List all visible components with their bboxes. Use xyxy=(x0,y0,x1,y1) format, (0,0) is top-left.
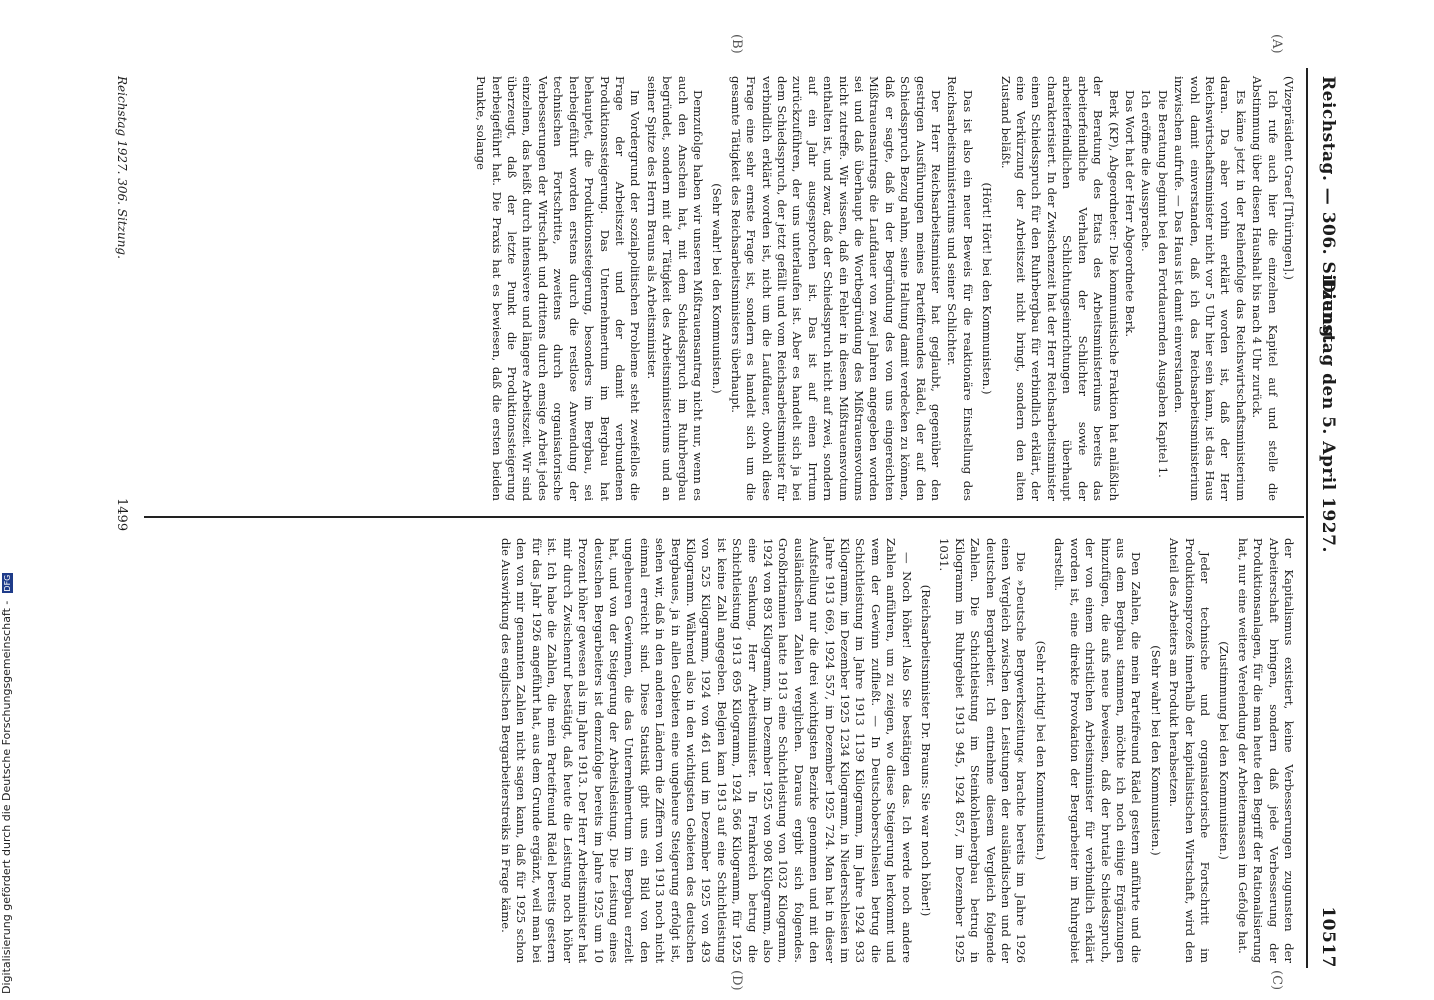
header-date: Dienstag den 5. April 1927. xyxy=(1318,278,1338,553)
paragraph: Das Wort hat der Herr Abgeordnete Berk. xyxy=(1122,90,1137,338)
header-rule xyxy=(1306,68,1308,968)
paragraph: Die Beratung beginnt bei den Fortdauernden Ausgaben Kapitel 1. xyxy=(1155,90,1170,478)
interjection: (Hört! Hört! bei den Kommunisten.) xyxy=(980,182,995,395)
paragraph: — Noch höher! Also Sie bestätigen das. Ich werde noch andere Zahlen anführen, um zu zeigen, wo diese Steigerung herkommt und wem der Gewinn zufließt. — In Deutschoberschlesien betrug die Schichtleistung im Jahre 1913 1139 Kilogramm, im Jahre 1924 933 Kilogramm, im Dezember 1925 1234 Kilogramm, in Niederschlesien im Jahre 1913 669, 1924 557, im Dezember 1925 724. Man hat in dieser Aufstellung nur die drei wichtigsten Bezirke genommen und mit den ausländischen Zahlen verglichen. Daraus ergibt sich folgendes. Großbritannien hatte 1913 eine Schichtleistung von 1032 Kilogramm, 1924 von 893 Kilogramm, im Dezember 1925 von 908 Kilogramm, also eine Senkung, Herr Arbeitsminister. In Frankreich betrug die Schichtleistung 1913 695 Kilogramm, 1924 566 Kilogramm, für 1925 ist keine Zahl angegeben. Belgien kam 1913 auf eine Schichtleistung von 525 Kilogramm, 1924 von 461 und im Dezember 1925 von 493 Kilogramm. Während also in den wichtigsten Gebieten des deutschen Bergbaues, ja in allen Gebieten eine ungeheure Steigerung erfolgt ist, sehen wir, daß in den anderen Ländern die Ziffern von 1913 noch nicht einmal erreicht sind. Diese Statistik gibt uns ein Bild von den ungeheuren Gewinnen, die das Unternehmertum im Bergbau erzielt hat, und von der Steigerung der Arbeitsleistung. Die Leistung eines deutschen Bergarbeiters ist demzufolge bereits im Jahre 1925 um 10 Prozent höher gewesen als im Jahre 1913. Der Herr Arbeitsminister hat mir durch Zwischenruf bestätigt, daß heute die Leistung noch höher ist. Ich habe die Zahlen, die mein Parteifreund Rädel bereits gestern für das Jahr 1926 angeführt hat, aus dem Grunde ergänzt, weil man bei den von mir genannten Zahlen nicht sagen kann, daß für 1925 schon die Auswirkung des englischen Bergarbeiterstreiks in Frage käme. xyxy=(499,538,914,963)
interjection: (Sehr wahr! bei den Kommunisten.) xyxy=(1148,645,1163,856)
paragraph: der Kapitalismus existiert, keine Verbesserungen zugunsten der Arbeiterschaft bringen, sondern daß jede Verbesserung der Produktionsanlagen, für die man heute den Begriff der Rationalisierung hat, nur eine weitere Verelendung der Arbeitermassen im Gefolge hat. xyxy=(1235,538,1296,963)
footer-page-number: 1499 xyxy=(114,498,129,532)
margin-marker-b: (B) xyxy=(729,34,744,54)
page-header xyxy=(1310,68,1344,968)
dfg-logo-icon: DFG xyxy=(2,574,12,592)
paragraph: Demzufolge haben wir unseren Mißtrauensantrag nicht nur, wenn es auch den Anschein hat, mit dem Schiedsspruch im Ruhrbergbau begründet, sondern mit der Tätigkeit des Arbeitsministeriums und an seiner Spitze des Herrn Brauns als Arbeitsminister. xyxy=(644,76,705,501)
page-number: 10517 xyxy=(1318,906,1338,968)
paragraph: Ich eröffne die Aussprache. xyxy=(1139,90,1154,252)
paragraph: Im Vordergrund der sozialpolitischen Probleme steht zweifellos die Frage der Arbeitszeit und der damit verbundenen Produktionssteigerung. Das Unternehmertum im Bergbau hat behauptet, die Produktionssteigerung, besonders im Bergbau, sei herbeigeführt worden erstens durch die restlose Anwendung der technischen Fortschritte, zweitens durch organisatorische Verbesserungen der Wirtschaft und drittens durch emsige Arbeit jedes einzelnen, das heißt durch intensivere und längere Arbeitszeit. Wir sind überzeugt, daß der letzte Punkt die Produktionssteigerung herbeigeführt hat. Die Praxis hat es bewiesen, daß die ersten beiden Punkte, solange xyxy=(474,76,643,501)
column-divider xyxy=(144,516,1304,518)
interjection: (Sehr richtig! bei den Kommunisten.) xyxy=(1033,640,1048,861)
paragraph: Ich rufe auch hier die einzelnen Kapitel auf und stelle die Abstimmung über diesen Haushalt bis nach 4 Uhr zurück. xyxy=(1250,76,1280,501)
digitization-note xyxy=(0,0,14,994)
margin-marker-a: (A) xyxy=(1269,34,1284,54)
paragraph: Das ist also ein neuer Beweis für die reaktionäre Einstellung des Reichsarbeitsministeriums und seiner Schlichter. xyxy=(945,76,975,501)
left-column xyxy=(472,76,1296,501)
right-column xyxy=(497,538,1296,963)
margin-marker-c: (C) xyxy=(1269,970,1284,991)
interjection: (Zustimmung bei den Kommunisten.) xyxy=(1217,641,1232,860)
paragraph: Jeder technische und organisatorische Fortschritt im Produktionsprozeß innerhalb der kapitalistischen Wirtschaft, wird den Anteil des Arbeiters am Produkt herabsetzen. xyxy=(1167,538,1212,963)
interjection: (Reichsarbeitsminister Dr. Brauns: Sie war noch höher!) xyxy=(919,584,934,917)
footer-source: Reichstag 1927. 306. Sitzung. xyxy=(115,76,129,259)
document-page xyxy=(94,34,1344,991)
paragraph: Berk (KP), Abgeordneter: Die kommunistische Fraktion hat anläßlich der Beratung des Etats des Arbeitsministeriums bereits das arbeiterfeindliche Verhalten der Schlichter sowie der arbeiterfeindlichen Schlichtungseinrichtungen überhaupt charakterisiert. In der Zwischenzeit hat der Herr Reichsarbeitsminister einen Schiedsspruch für den Ruhrbergbau für verbindlich erklärt, der eine Verkürzung der Arbeitszeit nicht bringt, sondern den alten Zustand beläßt. xyxy=(998,76,1121,501)
paragraph: Es käme jetzt in der Reihenfolge das Reichswirtschaftsministerium daran. Da aber vorhin erklärt worden ist, daß der Herr Reichswirtschaftsminister nicht vor 5 Uhr hier sein kann, ist das Haus wohl damit einverstanden, daß ich das Reichsarbeitsministerium inzwischen aufrufe. — Das Haus ist damit einverstanden. xyxy=(1172,76,1248,501)
header-left: Reichstag. — 306. Sitzung. xyxy=(1318,76,1338,345)
paragraph: (Vizepräsident Graef [Thüringen].) xyxy=(1282,76,1296,280)
paragraph: Den Zahlen, die mein Parteifreund Rädel gestern anführte und die aus dem Bergbau stammen, möchte ich noch einige Ergänzungen hinzufügen, die aufs neue beweisen, daß der brutale Schiedsspruch, der von einem christlichen Arbeitsminister für verbindlich erklärt worden ist, eine direkte Provokation der Bergarbeiter im Ruhrgebiet darstellt. xyxy=(1052,538,1144,963)
interjection: (Sehr wahr! bei den Kommunisten.) xyxy=(710,183,725,394)
margin-marker-d: (D) xyxy=(729,970,744,991)
paragraph: Die »Deutsche Bergwerkszeitung« brachte bereits im Jahre 1926 einen Vergleich zwischen den Leistungen der ausländischen und der deutschen Bergarbeiter. Ich entnehme diesem Vergleich folgende Zahlen. Die Schichtleistung im Steinkohlenbergbau betrug in Kilogramm im Ruhrgebiet 1913 945, 1924 857, im Dezember 1925 1031. xyxy=(937,538,1029,963)
digitization-text: Digitalisierung gefördert durch die Deutsche Forschungsgemeinschaft - xyxy=(0,600,13,994)
paragraph: Der Herr Reichsarbeitsminister hat geglaubt, gegenüber den gestrigen Ausführungen meines Parteifreundes Rädel, der auf den Schiedsspruch Bezug nahm, seine Haltung damit verdecken zu können, daß er sagte, daß in der Begründung des von uns eingereichten Mißtrauensantrags die Laufdauer von zwei Jahren angegeben worden sei und daß überhaupt die Wortbegründung des Mißtrauensvotums nicht zutreffe. Wir wissen, daß ein Fehler in diesem Mißtrauensvotum enthalten ist, und zwar, daß der Schiedsspruch nicht auf zwei, sondern auf ein Jahr ausgesprochen ist. Das ist auf einen Irrtum zurückzuführen, der uns unterlaufen ist. Aber es handelt sich ja bei dem Schiedsspruch, der jetzt gefällt und vom Reichsarbeitsminister für verbindlich erklärt worden ist, nicht um die Laufdauer, obwohl diese Frage eine sehr ernste Frage ist, sondern es handelt sich um die gesamte Tätigkeit des Reichsarbeitsministers überhaupt. xyxy=(728,76,944,501)
